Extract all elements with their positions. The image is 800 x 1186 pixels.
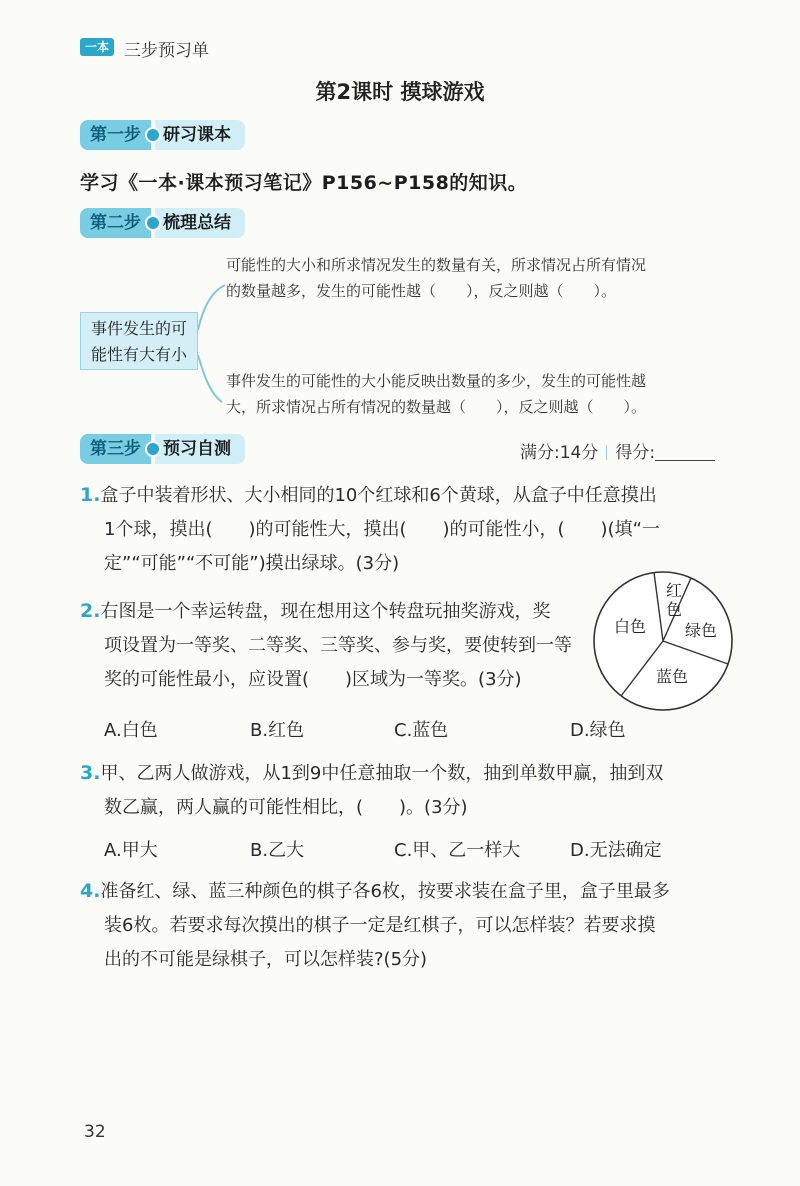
q4-line3: 出的不可能是绿棋子，可以怎样装?(5分): [104, 949, 428, 970]
wheel-red-label-2: 色: [666, 600, 683, 619]
step1-label: 研习课本: [155, 120, 245, 150]
q3-option-c[interactable]: C.甲、乙一样大: [394, 840, 521, 861]
q1-text1: 盒子中装着形状、大小相同的10个红球和6个黄球，从盒子中任意摸出: [100, 485, 657, 506]
q4-line2: 装6枚。若要求每次摸出的棋子一定是红棋子，可以怎样装？若要求摸: [104, 915, 656, 936]
q2-option-a[interactable]: A.白色: [104, 720, 158, 741]
page-number: 32: [84, 1122, 106, 1142]
step2-tag: 第二步: [80, 208, 151, 238]
q3-option-a[interactable]: A.甲大: [104, 840, 158, 861]
q3-line1: [80, 756, 740, 791]
step2-dot-icon: [145, 215, 161, 231]
q2-line2: 项设置为一等奖、二等奖、三等奖、参与奖，要使转到一等: [104, 635, 572, 656]
q3-line2: 数乙赢，两人赢的可能性相比，( )。(3分): [104, 797, 468, 818]
score-divider: [606, 445, 607, 460]
mindmap-center-line1: 事件发生的可: [90, 319, 187, 338]
mindmap-branch-top: [226, 252, 726, 304]
q2-option-c[interactable]: C.蓝色: [394, 720, 449, 741]
q2-number: 2.: [80, 600, 101, 622]
wheel-green-label: 绿色: [685, 621, 718, 640]
branch-bottom-line1: 事件发生的可能性的大小能反映出数量的多少，发生的可能性越: [226, 372, 647, 390]
q2-option-d[interactable]: D.绿色: [570, 720, 626, 741]
q3-option-d[interactable]: D.无法确定: [570, 840, 662, 861]
q1-line1: [80, 478, 740, 513]
header-title: 三步预习单: [124, 41, 209, 61]
q2-line3: 奖的可能性最小，应设置( )区域为一等奖。(3分): [104, 669, 522, 690]
q1-line2: 1个球，摸出( )的可能性大，摸出( )的可能性小，( )(填“一: [104, 519, 660, 540]
q3-number: 3.: [80, 762, 101, 784]
wheel-red-label-1: 红: [666, 581, 683, 600]
study-instruction: 学习《一本·课本预习笔记》P156~P158的知识。: [80, 172, 528, 194]
step3-header: [80, 434, 245, 464]
step3-dot-icon: [145, 441, 161, 457]
q2-text1: 右图是一个幸运转盘，现在想用这个转盘玩抽奖游戏，奖: [100, 601, 551, 622]
q3-option-b[interactable]: B.乙大: [250, 840, 305, 861]
mindmap-center: [80, 312, 198, 370]
question-2: [80, 594, 600, 697]
q1-number: 1.: [80, 484, 101, 506]
q2-line1: [80, 594, 600, 629]
q3-options: [104, 836, 662, 862]
step3-tag: 第三步: [80, 434, 151, 464]
q2-option-b[interactable]: B.红色: [250, 720, 305, 741]
q3-text1: 甲、乙两人做游戏，从1到9中任意抽取一个数，抽到单数甲赢，抽到双: [100, 763, 664, 784]
score-area: [520, 438, 715, 463]
q1-line3: 定”“可能”“不可能”)摸出绿球。(3分): [104, 553, 400, 574]
q4-number: 4.: [80, 880, 101, 902]
step1-tag: 第一步: [80, 120, 151, 150]
branch-top-line1: 可能性的大小和所求情况发生的数量有关，所求情况占所有情况: [226, 256, 647, 274]
question-4: [80, 874, 740, 977]
wheel-blue-label: 蓝色: [656, 667, 689, 686]
step3-label: 预习自测: [155, 434, 245, 464]
question-3: [80, 756, 740, 825]
q2-options: [104, 716, 626, 742]
score-get: 得分:: [615, 443, 656, 463]
score-blank[interactable]: [655, 444, 715, 461]
branch-top-line2: 的数量越多，发生的可能性越（ ），反之则越（ ）。: [226, 282, 617, 300]
mindmap-branch-bottom: [226, 368, 726, 420]
lesson-title: 第2课时 摸球游戏: [315, 80, 485, 104]
step1-dot-icon: [145, 127, 161, 143]
step2-label: 梳理总结: [155, 208, 245, 238]
q4-line1: [80, 874, 740, 909]
lucky-wheel: [588, 566, 738, 716]
branch-bottom-line2: 大，所求情况占所有情况的数量越（ ），反之则越（ ）。: [226, 398, 647, 416]
mindmap-center-line2: 能性有大有小: [90, 345, 187, 364]
q4-text1: 准备红、绿、蓝三种颜色的棋子各6枚，按要求装在盒子里，盒子里最多: [100, 881, 670, 902]
wheel-white-label: 白色: [614, 617, 647, 636]
brand-logo: 一本: [80, 38, 114, 56]
score-full: 满分:14分: [520, 443, 599, 463]
